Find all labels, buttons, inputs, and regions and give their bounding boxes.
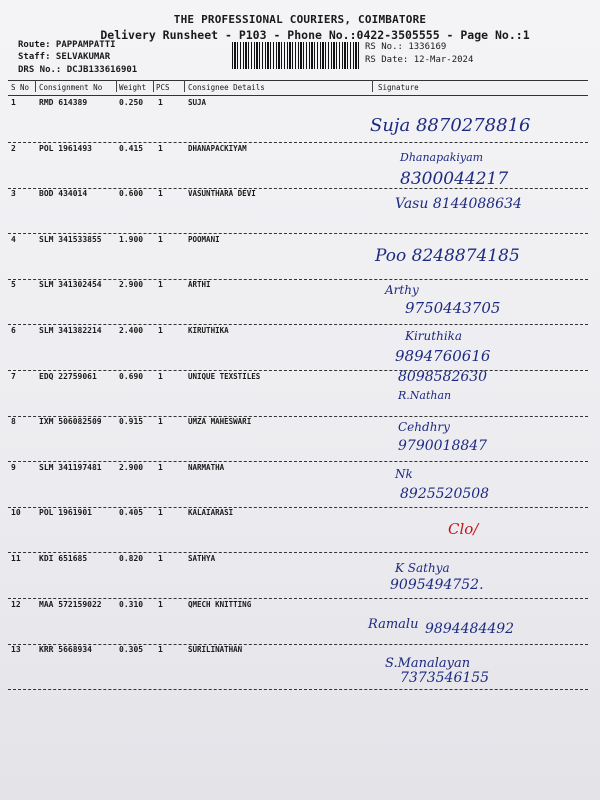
row-pcs: 1 (158, 234, 163, 244)
handwritten-phone: 8300044217 (400, 168, 509, 189)
col-header-consignment: Consignment No (39, 83, 103, 92)
row-consignment-no: POL 1961901 (39, 508, 92, 518)
row-weight: 0.915 (119, 417, 144, 427)
row-weight: 2.900 (119, 280, 144, 290)
header-bottom-border (8, 95, 588, 96)
table-row (8, 553, 588, 599)
row-consignment-no: KRR 5668934 (39, 645, 92, 655)
handwritten-signature: Dhanapakiyam (400, 150, 484, 164)
row-pcs: 1 (158, 189, 163, 199)
row-consignment-no: SLM 341197481 (39, 462, 102, 472)
row-weight: 0.405 (119, 508, 144, 518)
rs-number: RS No.: 1336169 (365, 42, 447, 52)
row-sno: 9 (11, 462, 16, 472)
handwritten-signature: Kiruthika (405, 329, 463, 343)
table-row (8, 143, 588, 189)
row-sno: 2 (11, 143, 16, 153)
row-pcs: 1 (158, 554, 163, 563)
handwritten-phone: 9750443705 (405, 299, 501, 318)
row-consignee: DHANAPACKIYAM (188, 143, 247, 153)
row-consignee: UNIQUE TEXSTILES (188, 371, 261, 381)
row-consignee: UMZA MAHESWARI (188, 417, 252, 427)
row-sno: 7 (11, 371, 16, 381)
row-consignee: SURILINATHAN (188, 645, 243, 655)
row-weight: 2.900 (119, 462, 144, 472)
col-divider (372, 80, 373, 92)
row-consignment-no: SLM 341302454 (39, 280, 102, 290)
row-pcs: 1 (158, 280, 163, 290)
row-consignee: KALAIARASI (188, 508, 234, 518)
col-header-pcs: PCS (156, 83, 170, 92)
row-pcs: 1 (158, 326, 163, 335)
handwritten-phone: R.Nathan (398, 388, 452, 402)
row-weight: 0.305 (119, 645, 144, 655)
table-row (8, 279, 588, 325)
row-consignment-no: IXM 506082509 (39, 417, 102, 427)
row-consignee: SUJA (188, 98, 207, 107)
row-pcs: 1 (158, 143, 163, 153)
row-consignee: KIRUTHIKA (188, 326, 229, 335)
row-pcs: 1 (158, 98, 163, 107)
red-handwritten-mark: Clo/ (448, 520, 479, 538)
table-row (8, 507, 588, 553)
col-header-consignee: Consignee Details (188, 83, 265, 92)
col-header-sno: S No (11, 83, 30, 92)
row-consignment-no: BOD 434014 (39, 189, 88, 199)
row-consignment-no: RMD 614389 (39, 98, 88, 107)
col-divider (35, 80, 36, 92)
handwritten-phone: 8925520508 (400, 485, 490, 502)
runsheet-table (8, 80, 588, 692)
row-consignment-no: MAA 572159022 (39, 599, 102, 609)
handwritten-phone: 7373546155 (400, 670, 490, 687)
row-sno: 6 (11, 326, 16, 335)
handwritten-signature: Arthy (385, 283, 419, 298)
handwritten-signature: Cehdhry (398, 420, 450, 435)
handwritten-signature: 8098582630 (398, 368, 488, 385)
company-title: THE PROFESSIONAL COURIERS, COIMBATORE (173, 13, 427, 26)
row-weight: 0.310 (119, 599, 144, 609)
handwritten-phone: 9894484492 (425, 620, 515, 637)
row-pcs: 1 (158, 645, 163, 655)
row-weight: 0.600 (119, 189, 144, 199)
row-pcs: 1 (158, 599, 163, 609)
col-divider (116, 80, 117, 92)
row-consignee: VASUNTHARA DEVI (188, 189, 256, 199)
row-weight: 1.900 (119, 234, 144, 244)
handwritten-phone: 9894760616 (395, 347, 491, 365)
row-consignment-no: EDQ 22759061 (39, 371, 97, 381)
col-divider (184, 80, 185, 92)
table-row (8, 234, 588, 280)
table-row (8, 368, 588, 417)
row-consignment-no: POL 1961493 (39, 143, 92, 153)
row-consignee: SATHYA (188, 554, 216, 563)
col-divider (153, 80, 154, 92)
row-sno: 1 (11, 98, 16, 107)
handwritten-signature: Vasu 8144088634 (395, 196, 522, 213)
col-header-signature: Signature (378, 83, 419, 92)
col-header-weight: Weight (119, 83, 147, 92)
row-pcs: 1 (158, 371, 163, 381)
handwritten-phone: 9790018847 (398, 438, 488, 455)
table-row (8, 644, 588, 690)
runsheet-subtitle: Delivery Runsheet - P103 - Phone No.:0422-3505555 - Page No.:1 (100, 28, 530, 42)
rs-date: RS Date: 12-Mar-2024 (365, 55, 474, 65)
row-pcs: 1 (158, 462, 163, 472)
row-weight: 0.820 (119, 554, 144, 563)
handwritten-signature: Poo 8248874185 (375, 245, 520, 266)
barcode (232, 42, 360, 69)
row-weight: 0.250 (119, 98, 144, 107)
row-sno: 5 (11, 280, 16, 290)
row-sno: 13 (11, 645, 21, 655)
row-consignment-no: SLM 341382214 (39, 326, 102, 335)
drs-number: DRS No.: DCJB133616901 (18, 65, 138, 75)
row-sno: 3 (11, 189, 16, 199)
table-top-border (8, 80, 588, 81)
table-row (8, 462, 588, 508)
row-consignee: ARTHI (188, 280, 211, 290)
table-row (8, 97, 588, 143)
row-consignment-no: SLM 341533855 (39, 234, 102, 244)
row-weight: 2.400 (119, 326, 144, 335)
row-sno: 12 (11, 599, 21, 609)
row-sno: 11 (11, 554, 21, 563)
table-row (8, 599, 588, 645)
row-pcs: 1 (158, 508, 163, 518)
table-row (8, 325, 588, 371)
staff-label: Staff: SELVAKUMAR (18, 52, 111, 62)
row-sno: 4 (11, 234, 16, 244)
handwritten-signature: K Sathya (395, 561, 450, 575)
row-consignee: POOMANI (188, 234, 220, 244)
handwritten-signature: S.Manalayan (385, 656, 471, 672)
table-row (8, 416, 588, 462)
row-consignee: QMECH KNITTING (188, 599, 252, 609)
handwritten-signature: Ramalu (368, 616, 419, 632)
row-pcs: 1 (158, 417, 163, 427)
handwritten-signature: Suja 8870278816 (370, 115, 531, 136)
row-weight: 0.690 (119, 371, 144, 381)
row-weight: 0.415 (119, 143, 144, 153)
route-label: Route: PAPPAMPATTI (18, 40, 116, 50)
table-row (8, 188, 588, 234)
row-consignment-no: KDI 651685 (39, 554, 88, 563)
row-consignee: NARMATHA (188, 462, 225, 472)
row-sno: 8 (11, 417, 16, 427)
handwritten-phone: 9095494752. (390, 577, 484, 593)
handwritten-signature: Nk (395, 466, 413, 481)
row-sno: 10 (11, 508, 21, 518)
